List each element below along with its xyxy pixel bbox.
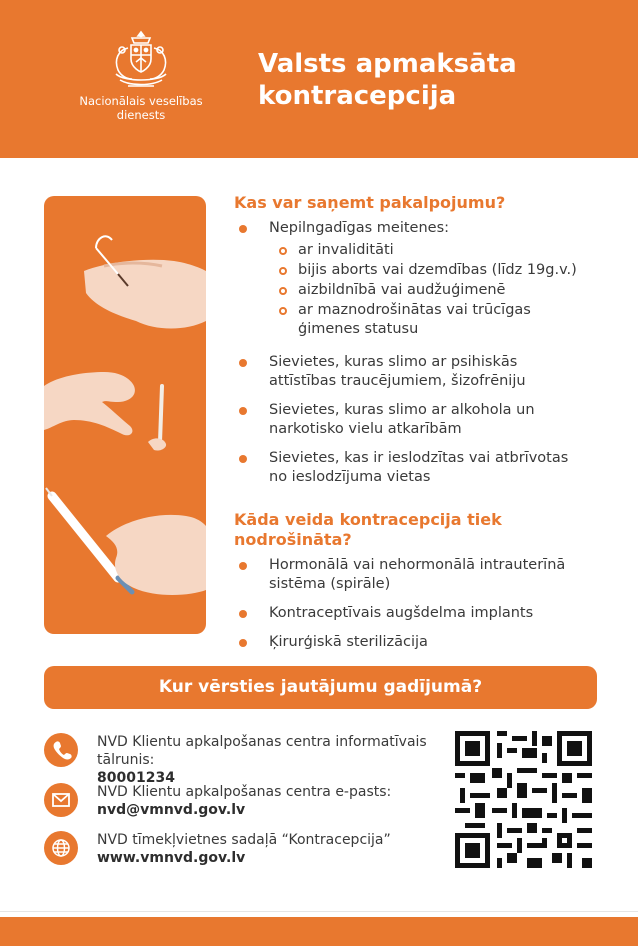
sub-item-text: ar maznodrošinātas vai trūcīgas ģimenes statusu [298, 302, 531, 337]
syringe-hand-image [46, 488, 206, 595]
envelope-icon [44, 783, 78, 817]
title-line1: Valsts apmaksāta [258, 49, 517, 79]
page-title [258, 48, 598, 112]
bullet-icon [239, 455, 247, 463]
list-item [234, 353, 564, 391]
website-url[interactable]: www.vmnvd.gov.lv [97, 850, 246, 866]
contact-phone-text [97, 733, 457, 787]
sub-list-item [269, 301, 559, 339]
header-banner [0, 0, 638, 158]
photo-panel [44, 196, 206, 634]
list-item-text: Sievietes, kas ir ieslodzītas vai atbrīvotas no ieslodzījuma vietas [269, 450, 569, 485]
sub-list-item [269, 261, 614, 280]
contact-email-text [97, 783, 457, 819]
nvd-logo [78, 28, 204, 122]
section2-heading-line1: Kāda veida kontracepcija tiek [234, 510, 502, 529]
section2-heading-line2: nodrošināta? [234, 530, 352, 549]
eligibility-list [234, 219, 614, 487]
iud-hand-image [84, 236, 206, 328]
divider [0, 911, 638, 912]
bullet-icon [239, 562, 247, 570]
contact-label: NVD Klientu apkalpošanas centra informatīvais tālrunis: [97, 734, 427, 768]
contraception-types-list [234, 556, 614, 652]
title-line2: kontracepcija [258, 81, 457, 111]
bullet-icon [239, 359, 247, 367]
list-item-text: Kontraceptīvais augšdelma implants [269, 605, 534, 621]
sub-list-item [269, 241, 614, 260]
qr-code-icon[interactable] [455, 731, 592, 868]
sub-list-item [269, 281, 614, 300]
org-name-line1: Nacionālais veselības [79, 94, 203, 108]
list-item-text: Sievietes, kuras slimo ar alkohola un narkotisko vielu atkarībām [269, 402, 535, 437]
contact-label: NVD tīmekļvietnes sadaļā “Kontracepcija” [97, 832, 391, 848]
email-address[interactable]: nvd@vmnvd.gov.lv [97, 802, 246, 818]
question-bar: Kur vērsties jautājumu gadījumā? [44, 666, 597, 709]
phone-icon [44, 733, 78, 767]
bullet-icon [239, 225, 247, 233]
list-item-text: Nepilngadīgas meitenes: [269, 220, 450, 236]
contraceptive-photos [44, 196, 206, 634]
coat-of-arms-icon [106, 28, 176, 90]
list-item [234, 449, 584, 487]
section1-heading: Kas var saņemt pakalpojumu? [234, 193, 506, 212]
globe-icon [44, 831, 78, 865]
list-item [234, 633, 614, 652]
list-item [234, 401, 564, 439]
list-item [234, 219, 614, 339]
contact-label: NVD Klientu apkalpošanas centra e-pasts: [97, 784, 392, 800]
sub-item-text: aizbildnībā vai audžuģimenē [298, 282, 506, 298]
list-item [234, 556, 579, 594]
list-item-text: Ķirurģiskā sterilizācija [269, 634, 428, 650]
phone-number[interactable]: 80001234 [97, 770, 175, 786]
bullet-icon [239, 639, 247, 647]
section2-heading [234, 510, 614, 550]
contact-website-text [97, 831, 457, 867]
implant-hand-image [44, 372, 166, 451]
sub-item-text: ar invaliditāti [298, 242, 394, 258]
list-item-text: Sievietes, kuras slimo ar psihiskās attīstības traucējumiem, šizofrēniju [269, 354, 526, 389]
ring-bullet-icon [279, 247, 287, 255]
list-item [234, 604, 614, 623]
org-name-line2: dienests [116, 108, 166, 122]
ring-bullet-icon [279, 267, 287, 275]
bullet-icon [239, 407, 247, 415]
list-item-text: Hormonālā vai nehormonālā intrauterīnā sistēma (spirāle) [269, 557, 566, 592]
ring-bullet-icon [279, 307, 287, 315]
sub-item-text: bijis aborts vai dzemdības (līdz 19g.v.) [298, 262, 577, 278]
main-content [234, 193, 614, 652]
bullet-icon [239, 610, 247, 618]
footer-bar [0, 917, 638, 946]
minor-conditions-list [269, 241, 614, 339]
ring-bullet-icon [279, 287, 287, 295]
